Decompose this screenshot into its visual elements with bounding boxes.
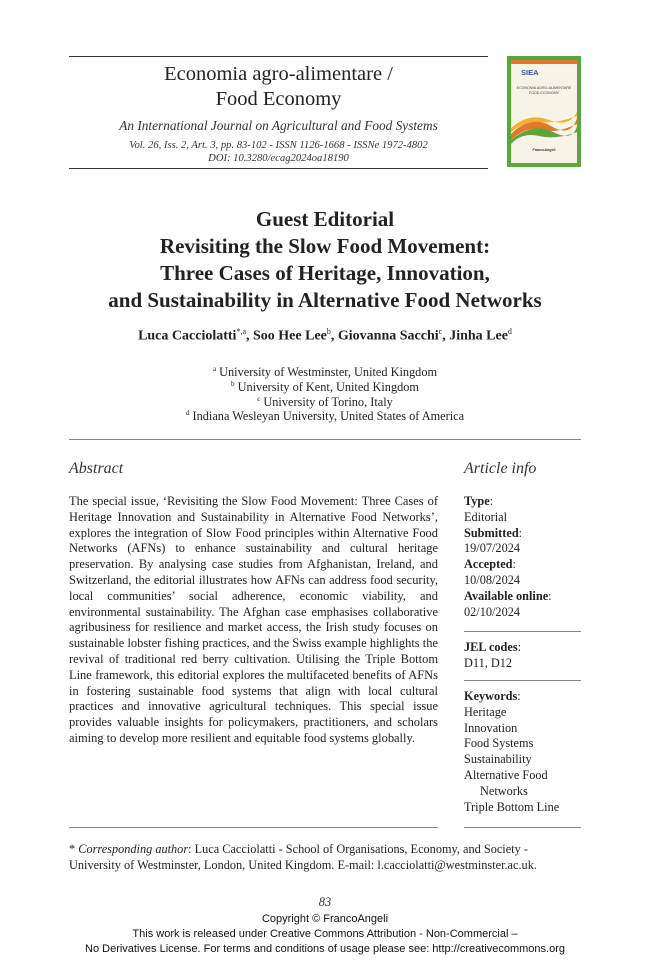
keywords-label: Keywords (464, 689, 518, 703)
cover-logo: SIEA (521, 68, 539, 77)
abstract-heading: Abstract (69, 460, 124, 477)
keyword: Sustainability (464, 752, 532, 767)
available-online-label: Available online (464, 588, 549, 603)
article-title-line: Revisiting the Slow Food Movement: (159, 234, 491, 258)
article-info-heading: Article info (464, 460, 537, 477)
accepted-label: Accepted (464, 557, 513, 572)
author-affiliation-marker: *,a (236, 327, 246, 336)
keyword: Networks (480, 783, 528, 798)
journal-cover-image (507, 56, 581, 167)
journal-volume-info (69, 139, 488, 165)
author-name: Jinha Lee (449, 328, 508, 344)
cover-wave-graphic (511, 104, 577, 144)
available-online-value: 02/10/2024 (464, 604, 521, 619)
author-name: Soo Hee Lee (253, 328, 327, 344)
abstract-body: The special issue, ‘Revisiting the Slow Food Movement: Three Cases of Heritage Innovation and Sustainability in Alternative Food Networks’, explores the integration of Slow Food principles within Alternative Food Networks (AFNs) to enhance sustainability and cultural heritage preservation. By analysing case studies from Afghanistan, Ireland, and Switzerland, the editorial illustrates how AFNs can address food security, local communities’ social adherence, economic viability, and environmental sustainability. The Afghan case emphasises collaborative agribusiness for resilience and market access, the Irish study focuses on sustainable lobster fishing practices, and the Swiss example highlights the revival of traditional red berry cultivation. Utilising the Triple Bottom Line framework, this editorial explores the multifaceted benefits of AFNs in fostering sustainable food systems that align with local cultural practices and innovative agricultural techniques. This special issue provides valuable insights for policymakers, practitioners, and scholars aiming to develop more resilient and equitable food systems globally. (69, 494, 438, 745)
affiliation: $^d$ Indiana Wesleyan University, United States of America (185, 409, 465, 424)
info-bottom-rule (464, 827, 581, 828)
article-info-dates: Type: Editorial Submitted: 19/07/2024 Accepted: 10/08/2024 Available online: 02/10/2024 (464, 494, 579, 620)
jel-value: D11, D12 (464, 655, 513, 670)
footnote-label: Corresponding author (78, 842, 189, 856)
affiliation: $^a$ University of Westminster, United Kingdom (212, 365, 438, 380)
page-number: 83 (318, 895, 332, 909)
author-affiliation-marker: d (507, 327, 512, 336)
footnote-text: : Luca Cacciolatti - School of Organisations, Economy, and Society - University of Westminster, London, United Kingdom. E-mail: l.cacciolatti@westminster.ac.uk. (69, 842, 537, 872)
journal-title-line2: Food Economy (215, 88, 342, 110)
keyword: Food Systems (464, 736, 534, 751)
journal-doi: DOI: 10.3280/ecag2024oa18190 (208, 153, 349, 164)
journal-subtitle: An International Journal on Agricultural and Food Systems (119, 118, 438, 133)
header-bottom-rule (69, 168, 488, 169)
cover-title: ECONOMIA AGRO-ALIMENTARE FOOD ECONOMY (516, 86, 572, 95)
affiliation: $^c$ University of Torino, Italy (257, 395, 393, 410)
journal-title (69, 62, 488, 112)
author-affiliation-marker: b (326, 327, 331, 336)
jel-label: JEL codes (464, 640, 518, 654)
keyword: Triple Bottom Line (464, 799, 560, 814)
article-title-line: and Sustainability in Alternative Food Networks (108, 288, 542, 312)
author-name: Giovanna Sacchi (337, 328, 439, 344)
author-list: Luca Cacciolatti$^{*,a}$, Soo Hee Lee$^b$, Giovanna Sacchi$^c$, Jinha Lee$^d$ (138, 327, 512, 344)
keyword: Innovation (464, 720, 518, 735)
corresponding-author-footnote: * Corresponding author: Luca Cacciolatti - School of Organisations, Economy, and Society - University of Westminster, London, United Kingdom. E-mail: l.cacciolatti@westminster.ac.uk. (69, 842, 537, 872)
abstract-bottom-rule (69, 827, 438, 828)
jel-codes: JEL codes: D11, D12 (464, 640, 579, 672)
author-affiliation-marker: c (438, 327, 443, 336)
info-divider (464, 680, 581, 681)
copyright: Copyright © FrancoAngeli (261, 913, 389, 925)
section-divider (69, 439, 581, 440)
journal-title-line1: Economia agro-alimentare / (164, 63, 393, 85)
license-line: No Derivatives License. For terms and conditions of usage please see: http://creativecommons.org (85, 943, 565, 955)
info-divider (464, 631, 581, 632)
cover-publisher: FrancoAngeli (532, 148, 556, 152)
type-value: Editorial (464, 509, 508, 524)
header-top-rule (69, 56, 488, 57)
submitted-label: Submitted (464, 525, 519, 540)
article-title-line: Three Cases of Heritage, Innovation, (160, 261, 490, 285)
keyword: Alternative Food (464, 767, 548, 782)
keywords: Keywords: Heritage Innovation Food Systems Sustainability Alternative Food Networks Triple Bottom Line (464, 689, 579, 815)
author-name: Luca Cacciolatti (138, 328, 237, 344)
accepted-value: 10/08/2024 (464, 572, 521, 587)
journal-volume: Vol. 26, Iss. 2, Art. 3, pp. 83-102 - ISSN 1126-1668 - ISSNe 1972-4802 (129, 140, 428, 151)
type-label: Type (464, 494, 490, 508)
affiliation: $^b$ University of Kent, United Kingdom (231, 380, 419, 395)
submitted-value: 19/07/2024 (464, 541, 521, 556)
license-line: This work is released under Creative Commons Attribution - Non-Commercial – (132, 928, 518, 940)
article-kind: Guest Editorial (255, 207, 395, 231)
keyword: Heritage (464, 704, 507, 719)
